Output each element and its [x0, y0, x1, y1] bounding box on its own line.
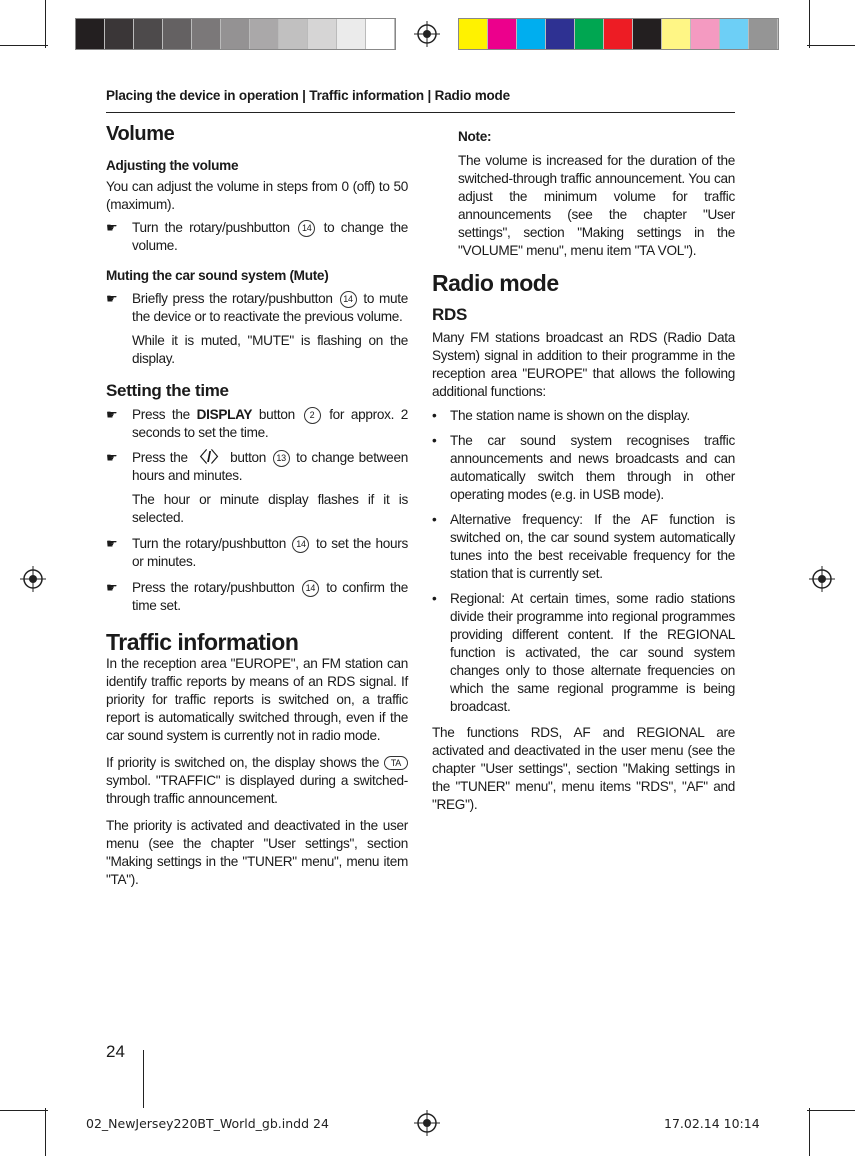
- note-label: Note:: [458, 129, 492, 144]
- color-swatch: [488, 19, 517, 49]
- color-swatch: [662, 19, 691, 49]
- grayscale-bar: [75, 18, 396, 50]
- crop-mark: [45, 0, 46, 48]
- registration-mark-icon: [809, 566, 835, 592]
- pointing-hand-icon: ☛: [106, 407, 118, 422]
- color-swatch: [459, 19, 488, 49]
- mute-note: While it is muted, "MUTE" is flashing on the display.: [132, 333, 408, 366]
- color-swatch: [163, 19, 192, 49]
- rds-bullet-list: [432, 407, 735, 716]
- registration-mark-icon: [20, 566, 46, 592]
- callout-number: 14: [340, 291, 357, 308]
- ta-symbol-icon: TA: [384, 756, 408, 770]
- color-swatch: [76, 19, 105, 49]
- crop-mark: [0, 45, 48, 46]
- traffic-paragraph-1: In the reception area "EUROPE", an FM station can identify traffic reports by means of an RDS signal. If priority for traffic reports is switched on, a traffic report is automatically switched through, even if the car sound system is currently not in radio mode.: [106, 656, 408, 743]
- mute-subtitle: Muting the car sound system (Mute): [106, 268, 329, 283]
- pointing-hand-icon: ☛: [106, 450, 118, 465]
- adjust-volume-step: ☛ Turn the rotary/pushbutton 14 to change the volume.: [106, 220, 408, 253]
- mute-step: ☛ Briefly press the rotary/pushbutton 14 to mute the device or to reactivate the previous volume.: [106, 291, 408, 324]
- rds-bullet-item: • The car sound system recognises traffic announcements and news broadcasts and can automatically switch them through in other operating modes (e.g. in USB mode).: [432, 433, 735, 502]
- adjust-volume-text: You can adjust the volume in steps from 0 (off) to 50 (maximum).: [106, 179, 408, 212]
- crop-mark: [0, 1110, 48, 1111]
- pointing-hand-icon: ☛: [106, 291, 118, 306]
- color-swatch: [720, 19, 749, 49]
- callout-number: 14: [292, 536, 309, 553]
- color-swatch: [604, 19, 633, 49]
- setting-time-title: Setting the time: [106, 381, 229, 400]
- slug-filename: 02_NewJersey220BT_World_gb.indd 24: [86, 1116, 329, 1131]
- slug-date: 17.02.14 10:14: [664, 1116, 760, 1131]
- color-swatch: [633, 19, 662, 49]
- time-step-1: ☛ Press the DISPLAY button 2 for approx. 2 seconds to set the time.: [106, 407, 408, 440]
- bullet-icon: •: [432, 433, 437, 448]
- time-step-3: ☛ Turn the rotary/pushbutton 14 to set the hours or minutes.: [106, 536, 408, 569]
- callout-number: 14: [302, 580, 319, 597]
- color-swatch: [575, 19, 604, 49]
- time-step-2: ☛ Press the 〈/〉 button 13 to change between hours and minutes.: [106, 449, 408, 483]
- rds-intro: Many FM stations broadcast an RDS (Radio Data System) signal in addition to their programme in the reception area "EUROPE" that allows the following additional functions:: [432, 330, 735, 399]
- color-swatch: [749, 19, 778, 49]
- callout-number: 2: [304, 407, 321, 424]
- crop-mark: [807, 45, 855, 46]
- page-number-rule: [143, 1050, 144, 1108]
- registration-mark-icon: [414, 1110, 440, 1136]
- bullet-icon: •: [432, 591, 437, 606]
- color-swatch: [134, 19, 163, 49]
- time-step-4: ☛ Press the rotary/pushbutton 14 to confirm the time set.: [106, 580, 408, 613]
- rds-title: RDS: [432, 305, 467, 324]
- callout-number: 13: [273, 450, 290, 467]
- page-number: 24: [106, 1042, 125, 1061]
- rds-bullet-item: • Alternative frequency: If the AF function is switched on, the car sound system automatically tunes into the best receivable frequency for the station that is currently set.: [432, 512, 735, 581]
- traffic-paragraph-3: The priority is activated and deactivated in the user menu (see the chapter "User settings", section "Making settings in the "TUNER" menu", menu item "TA").: [106, 818, 408, 887]
- rds-bullet-item: • Regional: At certain times, some radio stations divide their programme into regional programmes providing different content. If the REGIONAL function is activated, the car sound system changes only to those alternate frequencies on which the same regional programme is being broadcast.: [432, 591, 735, 714]
- volume-title: Volume: [106, 123, 175, 145]
- crop-mark: [807, 1110, 855, 1111]
- color-bar: [458, 18, 779, 50]
- color-swatch: [279, 19, 308, 49]
- color-swatch: [337, 19, 366, 49]
- registration-mark-icon: [414, 21, 440, 47]
- rds-outro: The functions RDS, AF and REGIONAL are activated and deactivated in the user menu (see the chapter "User settings", section "Making settings in the "TUNER" menu", menu items "RDS", "AF" and "REG").: [432, 725, 735, 812]
- crop-mark: [45, 1108, 46, 1156]
- bullet-icon: •: [432, 512, 437, 527]
- color-swatch: [105, 19, 134, 49]
- color-swatch: [517, 19, 546, 49]
- traffic-paragraph-2: If priority is switched on, the display shows the TA symbol. "TRAFFIC" is displayed during a switched-through traffic announcement.: [106, 755, 408, 806]
- note-block: [432, 128, 735, 260]
- running-head: Placing the device in operation | Traffic information | Radio mode: [106, 88, 510, 103]
- bullet-icon: •: [432, 408, 437, 423]
- time-note: The hour or minute display flashes if it is selected.: [132, 492, 408, 525]
- pointing-hand-icon: ☛: [106, 536, 118, 551]
- color-swatch: [250, 19, 279, 49]
- color-swatch: [366, 19, 395, 49]
- color-swatch: [691, 19, 720, 49]
- rds-bullet-item: • The station name is shown on the display.: [432, 408, 690, 423]
- pointing-hand-icon: ☛: [106, 580, 118, 595]
- radio-mode-title: Radio mode: [432, 270, 559, 296]
- pointing-hand-icon: ☛: [106, 220, 118, 235]
- crop-mark: [809, 1108, 810, 1156]
- traffic-info-title: Traffic information: [106, 629, 299, 655]
- color-swatch: [546, 19, 575, 49]
- color-swatch: [192, 19, 221, 49]
- right-column: [432, 125, 735, 814]
- adjust-volume-subtitle: Adjusting the volume: [106, 158, 239, 173]
- crop-mark: [809, 0, 810, 48]
- arrow-keys-icon: 〈/〉: [192, 449, 226, 466]
- header-rule: [106, 112, 735, 113]
- callout-number: 14: [298, 220, 315, 237]
- left-column: [106, 125, 408, 889]
- color-swatch: [308, 19, 337, 49]
- color-swatch: [221, 19, 250, 49]
- note-text: The volume is increased for the duration of the switched-through traffic announcement. You can adjust the minimum volume for traffic announcements (see the chapter "User settings", section "Making settings in the "VOLUME" menu", menu item "TA VOL").: [458, 153, 735, 258]
